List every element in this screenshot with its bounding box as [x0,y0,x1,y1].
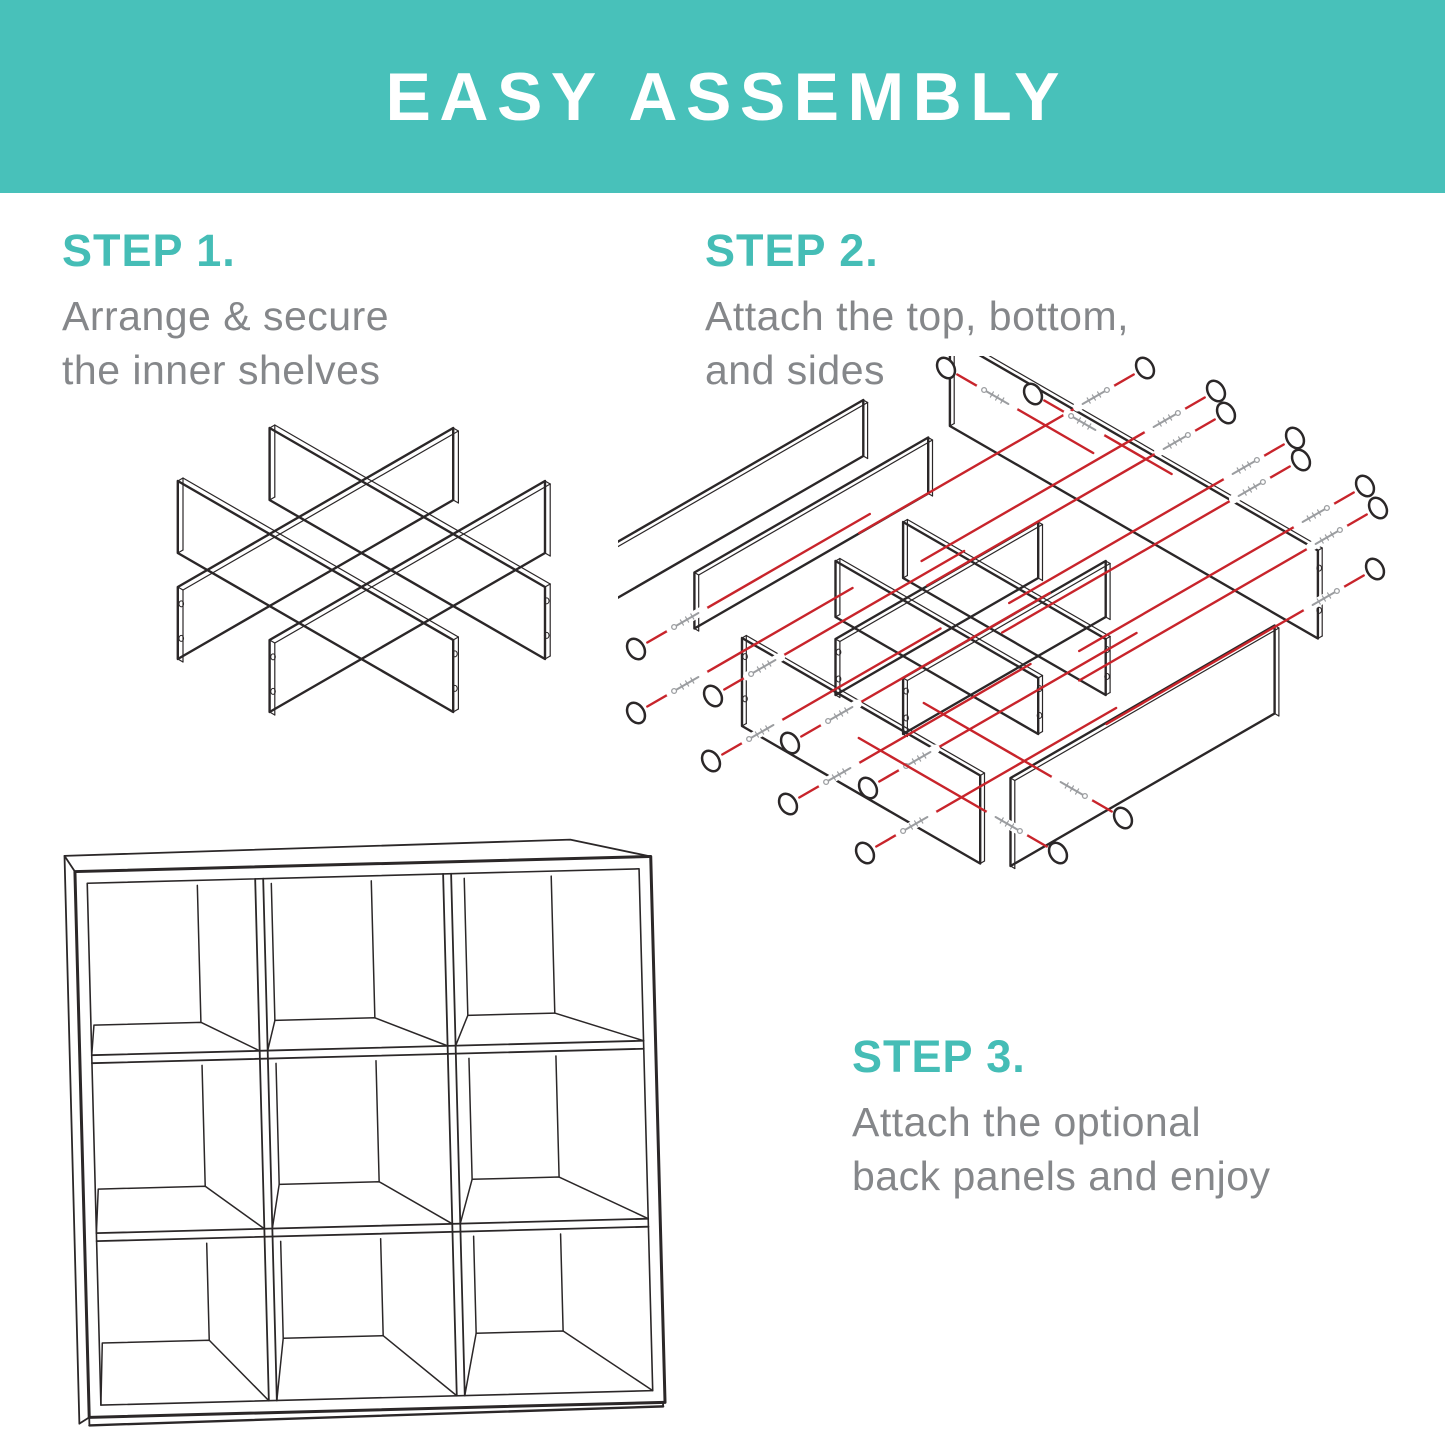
step-3-text-block [852,1031,1271,1203]
assembled-9-cube-unit-diagram [58,818,706,1445]
step-3-description [852,1095,1271,1203]
step-3-line-2: back panels and enjoy [852,1153,1271,1199]
banner-title: EASY ASSEMBLY [385,58,1068,135]
lattice-wireframe [178,425,550,715]
step-1-label: STEP 1. [62,225,236,276]
cube-unit-wireframe [64,838,665,1426]
step-3-line-1: Attach the optional [852,1099,1202,1145]
fastener-lines [623,356,1390,867]
exploded-panel-assembly-diagram [618,356,1445,926]
step-2-label: STEP 2. [705,225,879,276]
step-1-text-block [62,225,390,397]
step-1-line-1: Arrange & secure [62,293,390,339]
step-1-line-2: the inner shelves [62,347,381,393]
step-3-label: STEP 3. [852,1031,1026,1082]
step-2-line-2: and sides [705,347,886,393]
inner-shelves-lattice-diagram [72,420,552,765]
banner [0,0,1445,193]
step-2-line-1: Attach the top, bottom, [705,293,1130,339]
step-1-description [62,289,389,397]
